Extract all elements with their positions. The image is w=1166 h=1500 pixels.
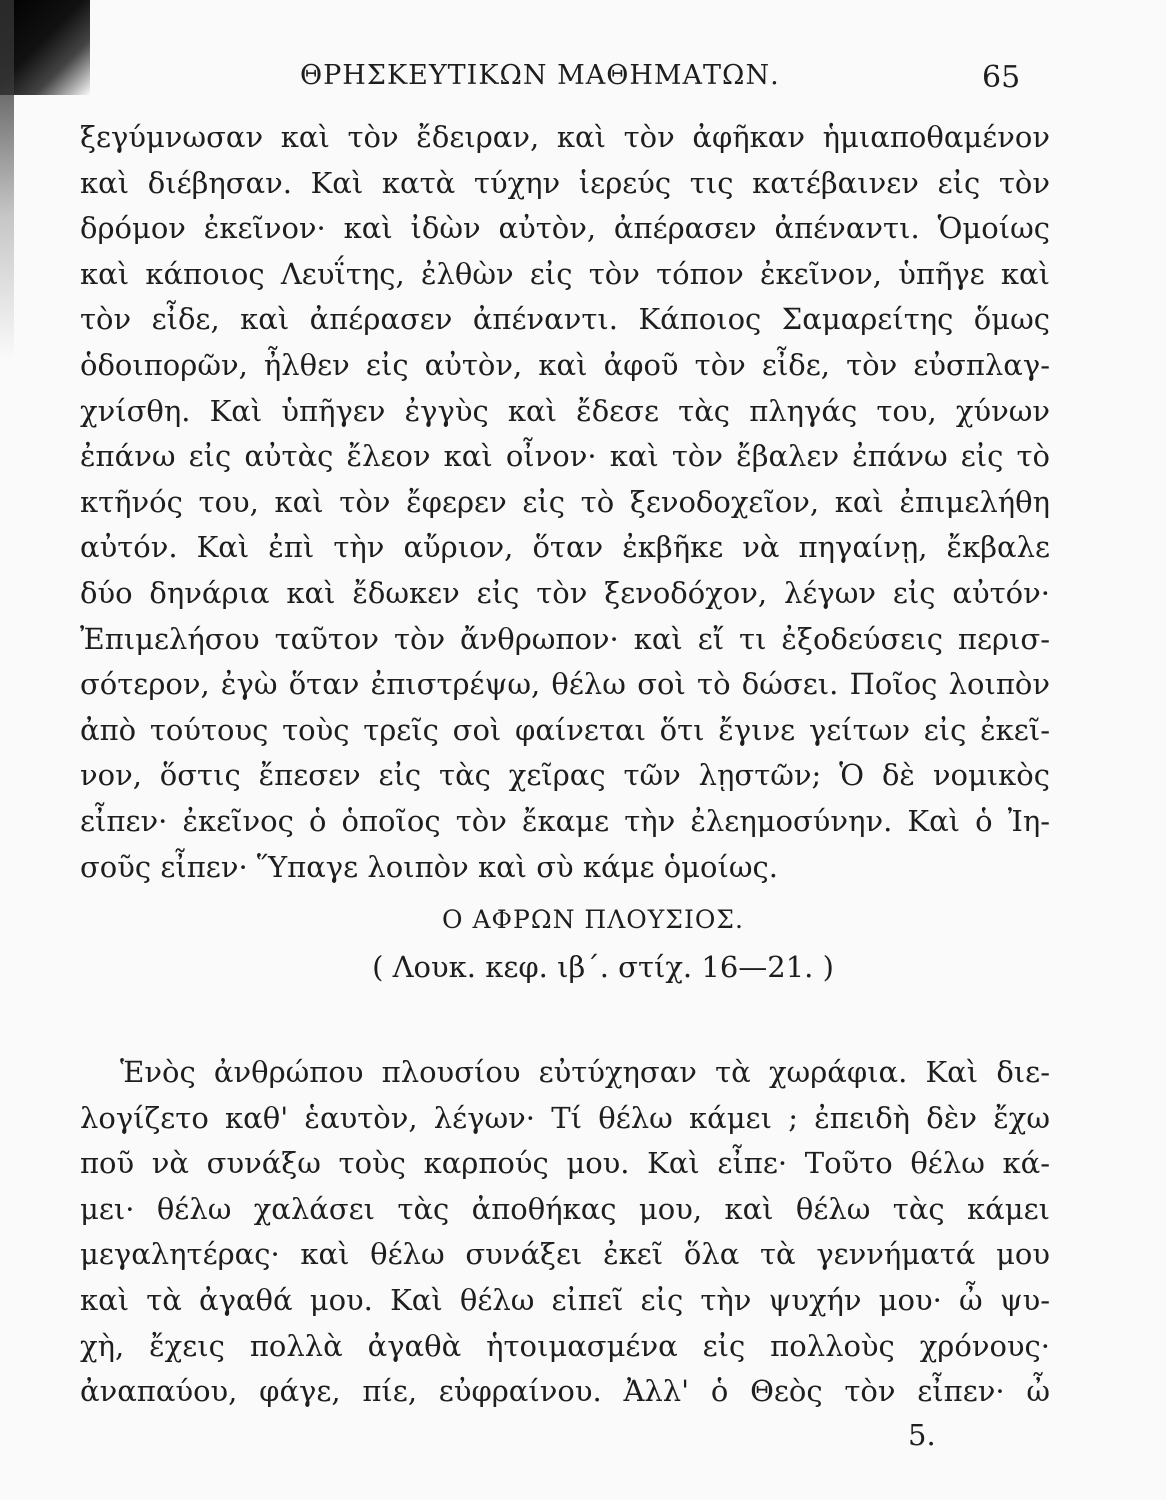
scan-edge-shadow: [0, 0, 14, 360]
section-title: Ο ΑΦΡΩΝ ΠΛΟΥΣΙΟΣ.: [442, 905, 744, 934]
text-line: καὶ διέβησαν. Καὶ κατὰ τύχην ἱερεύς τις κατέβαινεν εἰς τὸν: [80, 165, 1050, 200]
text-line: ἀπὸ τούτους τοὺς τρεῖς σοὶ φαίνεται ὅτι ἔγινε γείτων εἰς ἐκεῖ-: [80, 712, 1050, 747]
text-line: νον, ὅστις ἔπεσεν εἰς τὰς χεῖρας τῶν λῃστῶν; Ὁ δὲ νομικὸς: [80, 758, 1050, 793]
text-line: σοῦς εἶπεν· Ὕπαγε λοιπὸν καὶ σὺ κάμε ὁμοίως.: [80, 849, 778, 884]
text-line: μεγαλητέρας· καὶ θέλω συνάξει ἐκεῖ ὅλα τὰ γεννήματά μου: [80, 1237, 1050, 1272]
text-line: Ἐπιμελήσου ταῦτον τὸν ἄνθρωπον· καὶ εἴ τι ἐξοδεύσεις περισ-: [80, 621, 1050, 656]
text-line: καὶ τὰ ἀγαθά μου. Καὶ θέλω εἰπεῖ εἰς τὴν ψυχήν μου· ὦ ψυ-: [80, 1282, 1050, 1317]
text-line: ὁδοιπορῶν, ἦλθεν εἰς αὐτὸν, καὶ ἀφοῦ τὸν εἶδε, τὸν εὐσπλαγ-: [80, 347, 1050, 382]
running-title: ΘΡΗΣΚΕΥΤΙΚΩΝ ΜΑΘΗΜΑΤΩΝ.: [300, 60, 780, 91]
text-line: αὐτόν. Καὶ ἐπὶ τὴν αὔριον, ὅταν ἐκβῆκε νὰ πηγαίνῃ, ἔκβαλε: [80, 530, 1050, 565]
text-line: ξεγύμνωσαν καὶ τὸν ἔδειραν, καὶ τὸν ἀφῆκαν ἡμιαποθαμένον: [80, 120, 1050, 154]
paragraph-rich-fool: [80, 1050, 1050, 1415]
text-line: τὸν εἶδε, καὶ ἀπέρασεν ἀπέναντι. Κάποιος Σαμαρείτης ὅμως: [80, 302, 1050, 337]
page-number: 65: [982, 60, 1021, 95]
text-line: Ἑνὸς ἀνθρώπου πλουσίου εὐτύχησαν τὰ χωράφια. Καὶ διε-: [120, 1055, 1050, 1089]
paragraph-good-samaritan: [80, 115, 1050, 890]
text-line: δρόμον ἐκεῖνον· καὶ ἰδὼν αὐτὸν, ἀπέρασεν ἀπέναντι. Ὁμοίως: [80, 211, 1050, 246]
text-line: δύο δηνάρια καὶ ἔδωκεν εἰς τὸν ξενοδόχον, λέγων εἰς αὐτόν·: [80, 575, 1050, 610]
running-head: [0, 60, 1166, 100]
text-line: χὴ, ἔχεις πολλὰ ἀγαθὰ ἡτοιμασμένα εἰς πολλοὺς χρόνους·: [80, 1328, 1050, 1363]
text-line: κτῆνός του, καὶ τὸν ἔφερεν εἰς τὸ ξενοδοχεῖον, καὶ ἐπιμελήθη: [80, 484, 1050, 519]
text-line: καὶ κάποιος Λευΐτης, ἐλθὼν εἰς τὸν τόπον ἐκεῖνον, ὑπῆγε καὶ: [80, 256, 1050, 291]
text-line: ἀναπαύου, φάγε, πίε, εὐφραίνου. Ἀλλ' ὁ Θεὸς τὸν εἶπεν· ὦ: [80, 1374, 1050, 1409]
signature-mark: 5.: [908, 1418, 936, 1452]
text-line: μει· θέλω χαλάσει τὰς ἀποθήκας μου, καὶ θέλω τὰς κάμει: [80, 1191, 1050, 1226]
text-line: λογίζετο καθ' ἑαυτὸν, λέγων· Τί θέλω κάμει ; ἐπειδὴ δὲν ἔχω: [80, 1100, 1050, 1135]
text-line: χνίσθη. Καὶ ὑπῆγεν ἐγγὺς καὶ ἔδεσε τὰς πληγάς του, χύνων: [80, 393, 1050, 428]
text-line: ἐπάνω εἰς αὐτὰς ἔλεον καὶ οἶνον· καὶ τὸν ἔβαλεν ἐπάνω εἰς τὸ: [80, 439, 1050, 474]
text-line: ποῦ νὰ συνάξω τοὺς καρπούς μου. Καὶ εἶπε· Τοῦτο θέλω κά-: [80, 1146, 1050, 1181]
text-line: σότερον, ἐγὼ ὅταν ἐπιστρέψω, θέλω σοὶ τὸ δώσει. Ποῖος λοιπὸν: [80, 667, 1050, 702]
text-line: εἶπεν· ἐκεῖνος ὁ ὁποῖος τὸν ἔκαμε τὴν ἐλεημοσύνην. Καὶ ὁ Ἰη-: [80, 803, 1050, 838]
scripture-reference: ( Λουκ. κεφ. ιβ΄. στίχ. 16—21. ): [372, 950, 834, 984]
